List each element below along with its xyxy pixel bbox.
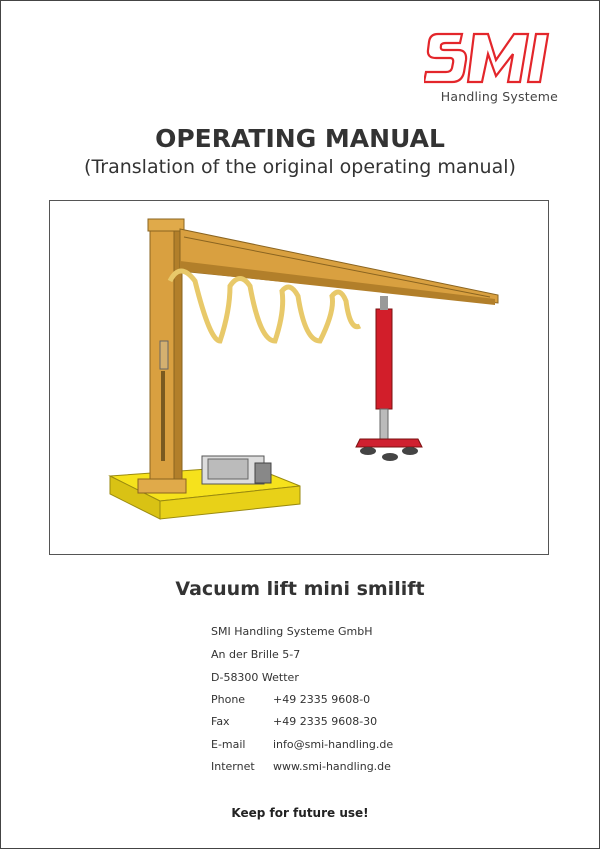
street: An der Brille 5-7 (211, 648, 301, 661)
contact-value: +49 2335 9608-30 (273, 715, 378, 728)
logo-subtitle: Handling Systeme (440, 89, 558, 104)
smi-logo (424, 30, 560, 86)
contact-value[interactable]: info@smi-handling.de (273, 738, 394, 751)
contact-value: +49 2335 9608-0 (273, 693, 371, 706)
company-name: SMI Handling Systeme GmbH (211, 625, 373, 638)
product-name: Vacuum lift mini smilift (175, 578, 425, 600)
contact-internet (211, 760, 391, 773)
crane-drawing (50, 201, 548, 554)
contact-value[interactable]: www.smi-handling.de (273, 760, 391, 773)
contact-phone (211, 693, 370, 706)
contact-label: Internet (211, 760, 255, 773)
document-title: OPERATING MANUAL (155, 124, 445, 153)
city: D-58300 Wetter (211, 671, 299, 684)
footer-note: Keep for future use! (231, 806, 369, 820)
contact-label: Fax (211, 715, 230, 728)
contact-email (211, 738, 393, 751)
product-illustration (49, 200, 549, 555)
document-subtitle: (Translation of the original operating manual) (84, 156, 516, 178)
contact-label: Phone (211, 693, 246, 706)
contact-fax (211, 715, 377, 728)
contact-label: E-mail (211, 738, 246, 751)
